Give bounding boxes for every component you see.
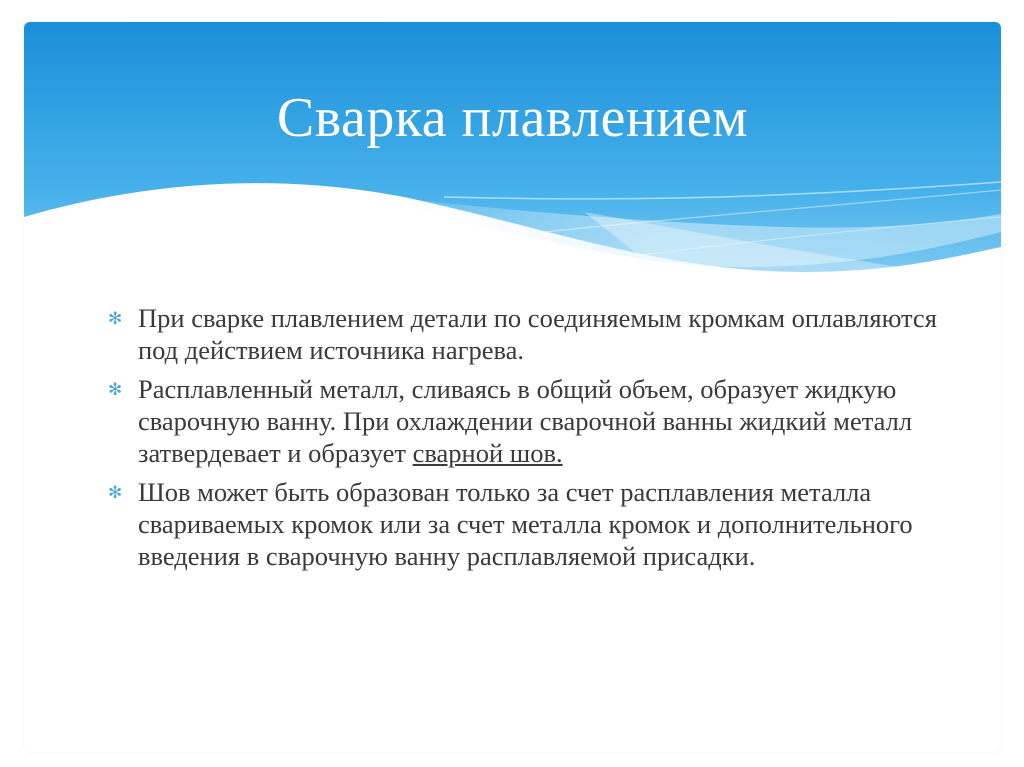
- bullet-text: При сварке плавлением детали по соединяемым кромкам оплавляются под действием источника нагрева.: [138, 303, 937, 365]
- header-wave-background: [24, 22, 1001, 322]
- bullet-item: [108, 373, 958, 469]
- asterisk-bullet-icon: ✻: [108, 309, 123, 329]
- slide-title: Сварка плавлением: [276, 87, 749, 149]
- asterisk-bullet-icon: ✻: [108, 483, 123, 503]
- bullet-item: [108, 476, 958, 572]
- asterisk-bullet-icon: ✻: [108, 380, 123, 400]
- slide: [24, 22, 1001, 752]
- weld-seam-link[interactable]: сварной шов.: [412, 438, 563, 468]
- bullet-item: [108, 302, 958, 366]
- bullet-list: [108, 302, 958, 579]
- bullet-text: Расплавленный металл, сливаясь в общий объем, образует жидкую сварочную ванну. При охлаждении сварочной ванны жидкий металл затвердевает и образует: [138, 374, 913, 468]
- bullet-text: Шов может быть образован только за счет расплавления металла свариваемых кромок или за счет металла кромок и дополнительного введения в сварочную ванну расплавляемой присадки.: [138, 477, 913, 571]
